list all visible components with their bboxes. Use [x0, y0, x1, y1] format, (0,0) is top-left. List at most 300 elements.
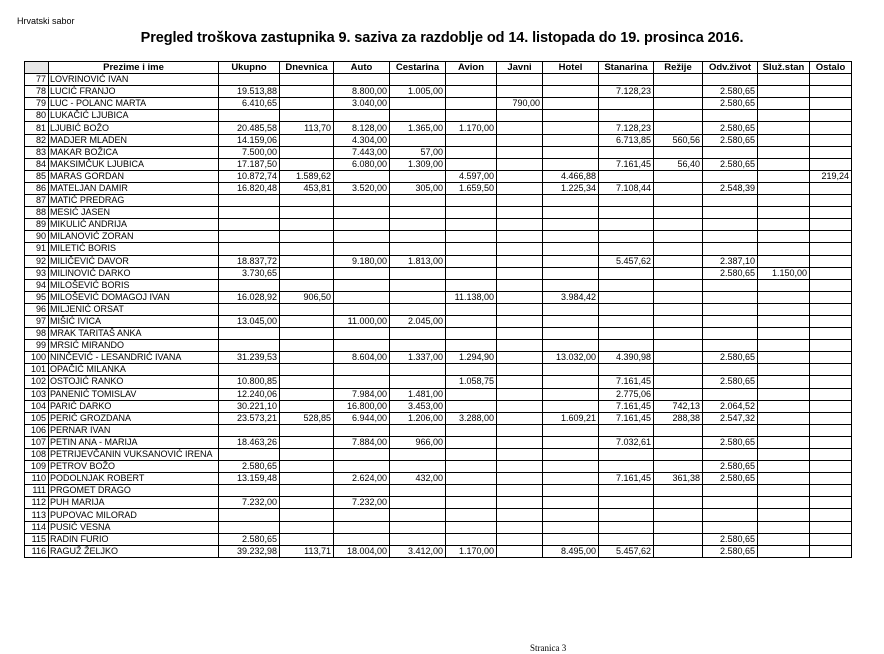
- cell-hotel: [543, 207, 599, 219]
- cell-name: PRGOMET DRAGO: [49, 485, 219, 497]
- cell-name: MARAS GORDAN: [49, 170, 219, 182]
- cell-row-number: 84: [25, 158, 49, 170]
- cell-other: [810, 255, 852, 267]
- cell-toll: [390, 303, 446, 315]
- cell-rent: 7.128,23: [599, 122, 654, 134]
- cell-hotel: 8.495,00: [543, 545, 599, 557]
- cell-total: 13.045,00: [219, 315, 280, 327]
- cell-official-apartment: [758, 86, 810, 98]
- table-header-row: [25, 62, 852, 74]
- cell-hotel: [543, 485, 599, 497]
- cell-rent: [599, 170, 654, 182]
- cell-row-number: 101: [25, 364, 49, 376]
- cell-separate-living: 2.580,65: [703, 352, 758, 364]
- cell-utilities: [654, 303, 703, 315]
- cell-rent: [599, 231, 654, 243]
- cell-other: [810, 98, 852, 110]
- cell-plane: [446, 449, 497, 461]
- cell-rent: [599, 146, 654, 158]
- cell-total: [219, 521, 280, 533]
- cell-row-number: 108: [25, 449, 49, 461]
- cell-separate-living: [703, 219, 758, 231]
- cell-plane: [446, 436, 497, 448]
- cell-hotel: [543, 219, 599, 231]
- cell-other: [810, 267, 852, 279]
- cell-hotel: [543, 364, 599, 376]
- cell-plane: 3.288,00: [446, 412, 497, 424]
- cell-utilities: [654, 436, 703, 448]
- table-row: [25, 267, 852, 279]
- cell-toll: [390, 170, 446, 182]
- cell-name: MILJENIĆ ORSAT: [49, 303, 219, 315]
- column-header-toll: Cestarina: [390, 62, 446, 74]
- cell-other: [810, 461, 852, 473]
- cell-plane: [446, 134, 497, 146]
- cell-daily-allowance: [280, 207, 334, 219]
- cell-other: [810, 412, 852, 424]
- cell-total: 39.232,98: [219, 545, 280, 557]
- cell-total: [219, 279, 280, 291]
- cell-hotel: [543, 497, 599, 509]
- cell-separate-living: [703, 328, 758, 340]
- cell-car: [334, 170, 390, 182]
- cell-total: 6.410,65: [219, 98, 280, 110]
- cell-official-apartment: [758, 376, 810, 388]
- cell-plane: [446, 461, 497, 473]
- cell-utilities: [654, 521, 703, 533]
- cell-official-apartment: [758, 231, 810, 243]
- cell-name: MATELJAN DAMIR: [49, 182, 219, 194]
- cell-daily-allowance: [280, 497, 334, 509]
- cell-public-transport: [497, 328, 543, 340]
- cell-daily-allowance: [280, 74, 334, 86]
- cell-daily-allowance: [280, 267, 334, 279]
- cell-name: MIKULIĆ ANDRIJA: [49, 219, 219, 231]
- cell-plane: [446, 303, 497, 315]
- cell-daily-allowance: [280, 303, 334, 315]
- table-row: [25, 207, 852, 219]
- cell-public-transport: [497, 412, 543, 424]
- cell-daily-allowance: [280, 424, 334, 436]
- cell-plane: [446, 146, 497, 158]
- cell-toll: 3.412,00: [390, 545, 446, 557]
- cell-car: [334, 328, 390, 340]
- cell-row-number: 105: [25, 412, 49, 424]
- cell-toll: [390, 340, 446, 352]
- cell-hotel: [543, 303, 599, 315]
- table-row: [25, 195, 852, 207]
- cell-total: 10.800,85: [219, 376, 280, 388]
- cell-toll: [390, 267, 446, 279]
- cell-rent: [599, 110, 654, 122]
- cell-rent: [599, 509, 654, 521]
- cell-hotel: [543, 134, 599, 146]
- cell-car: [334, 279, 390, 291]
- cell-name: OPAČIĆ MILANKA: [49, 364, 219, 376]
- page-number: Stranica 3: [530, 643, 567, 653]
- cell-toll: [390, 231, 446, 243]
- cell-name: PERIĆ GROZDANA: [49, 412, 219, 424]
- cell-utilities: [654, 509, 703, 521]
- cell-utilities: [654, 122, 703, 134]
- cell-plane: 1.170,00: [446, 122, 497, 134]
- cell-name: MAKSIMČUK LJUBICA: [49, 158, 219, 170]
- cell-rent: [599, 485, 654, 497]
- cell-name: MILIČEVIĆ DAVOR: [49, 255, 219, 267]
- cell-daily-allowance: [280, 279, 334, 291]
- cell-public-transport: [497, 207, 543, 219]
- cell-toll: [390, 195, 446, 207]
- cell-rent: [599, 267, 654, 279]
- cell-car: 3.040,00: [334, 98, 390, 110]
- cell-toll: 57,00: [390, 146, 446, 158]
- table-row: [25, 388, 852, 400]
- cell-name: PARIĆ DARKO: [49, 400, 219, 412]
- cell-separate-living: [703, 315, 758, 327]
- cell-total: [219, 74, 280, 86]
- cell-public-transport: [497, 545, 543, 557]
- table-row: [25, 436, 852, 448]
- cell-utilities: [654, 255, 703, 267]
- cell-plane: [446, 315, 497, 327]
- cell-plane: 1.058,75: [446, 376, 497, 388]
- cell-official-apartment: [758, 485, 810, 497]
- cell-public-transport: [497, 255, 543, 267]
- cell-official-apartment: [758, 533, 810, 545]
- cell-name: MIŠIĆ IVICA: [49, 315, 219, 327]
- cell-name: LUCIĆ FRANJO: [49, 86, 219, 98]
- cell-toll: [390, 328, 446, 340]
- cell-car: [334, 461, 390, 473]
- cell-toll: [390, 98, 446, 110]
- cell-public-transport: [497, 521, 543, 533]
- cell-total: 2.580,65: [219, 461, 280, 473]
- cell-utilities: [654, 315, 703, 327]
- cell-row-number: 92: [25, 255, 49, 267]
- cell-public-transport: [497, 315, 543, 327]
- cell-other: [810, 146, 852, 158]
- cell-toll: [390, 74, 446, 86]
- cell-total: 19.513,88: [219, 86, 280, 98]
- cell-daily-allowance: [280, 255, 334, 267]
- cell-total: 7.232,00: [219, 497, 280, 509]
- table-row: [25, 315, 852, 327]
- cell-plane: [446, 388, 497, 400]
- cell-row-number: 111: [25, 485, 49, 497]
- cell-name: PUPOVAC MILORAD: [49, 509, 219, 521]
- cell-car: [334, 303, 390, 315]
- cell-official-apartment: [758, 449, 810, 461]
- cell-other: [810, 521, 852, 533]
- cell-public-transport: [497, 473, 543, 485]
- cell-hotel: 4.466,88: [543, 170, 599, 182]
- table-row: [25, 219, 852, 231]
- cell-public-transport: [497, 400, 543, 412]
- cell-rent: [599, 195, 654, 207]
- column-header-hotel: Hotel: [543, 62, 599, 74]
- cell-public-transport: [497, 182, 543, 194]
- cell-separate-living: 2.580,65: [703, 473, 758, 485]
- cell-public-transport: [497, 424, 543, 436]
- cell-public-transport: [497, 86, 543, 98]
- cell-hotel: [543, 315, 599, 327]
- table-row: [25, 485, 852, 497]
- cell-total: 17.187,50: [219, 158, 280, 170]
- cell-row-number: 110: [25, 473, 49, 485]
- cell-separate-living: [703, 424, 758, 436]
- cell-public-transport: [497, 243, 543, 255]
- cell-other: [810, 497, 852, 509]
- cell-plane: [446, 243, 497, 255]
- cell-official-apartment: [758, 243, 810, 255]
- cell-utilities: 288,38: [654, 412, 703, 424]
- cell-official-apartment: [758, 328, 810, 340]
- cell-total: [219, 424, 280, 436]
- cell-public-transport: [497, 158, 543, 170]
- cell-name: MAKAR BOŽICA: [49, 146, 219, 158]
- cell-daily-allowance: [280, 388, 334, 400]
- cell-utilities: [654, 291, 703, 303]
- cell-row-number: 93: [25, 267, 49, 279]
- cell-public-transport: [497, 388, 543, 400]
- cell-total: 12.240,06: [219, 388, 280, 400]
- cell-utilities: [654, 340, 703, 352]
- cell-toll: [390, 376, 446, 388]
- cell-total: 14.159,06: [219, 134, 280, 146]
- cell-hotel: [543, 376, 599, 388]
- cell-toll: 305,00: [390, 182, 446, 194]
- cell-separate-living: [703, 110, 758, 122]
- cell-other: [810, 219, 852, 231]
- cell-row-number: 99: [25, 340, 49, 352]
- cell-daily-allowance: 1.589,62: [280, 170, 334, 182]
- cell-public-transport: [497, 364, 543, 376]
- cell-utilities: 742,13: [654, 400, 703, 412]
- column-header-car: Auto: [334, 62, 390, 74]
- cell-plane: [446, 473, 497, 485]
- cell-car: 9.180,00: [334, 255, 390, 267]
- cell-utilities: [654, 267, 703, 279]
- table-row: [25, 533, 852, 545]
- cell-daily-allowance: [280, 376, 334, 388]
- cell-plane: 4.597,00: [446, 170, 497, 182]
- cell-total: 16.820,48: [219, 182, 280, 194]
- cell-rent: 7.108,44: [599, 182, 654, 194]
- cell-plane: [446, 533, 497, 545]
- cell-toll: [390, 110, 446, 122]
- cell-row-number: 104: [25, 400, 49, 412]
- cell-toll: [390, 497, 446, 509]
- cell-car: [334, 243, 390, 255]
- cell-official-apartment: [758, 98, 810, 110]
- cell-separate-living: [703, 521, 758, 533]
- cell-utilities: [654, 449, 703, 461]
- table-row: [25, 497, 852, 509]
- table-body: [25, 74, 852, 558]
- cell-daily-allowance: [280, 461, 334, 473]
- cell-row-number: 94: [25, 279, 49, 291]
- table-row: [25, 449, 852, 461]
- table-row: [25, 328, 852, 340]
- cell-utilities: [654, 170, 703, 182]
- cell-toll: [390, 219, 446, 231]
- cell-row-number: 83: [25, 146, 49, 158]
- cell-utilities: [654, 376, 703, 388]
- cell-total: [219, 328, 280, 340]
- table-row: [25, 340, 852, 352]
- cell-official-apartment: [758, 219, 810, 231]
- cell-rent: 6.713,85: [599, 134, 654, 146]
- cell-name: MILANOVIĆ ZORAN: [49, 231, 219, 243]
- table-row: [25, 424, 852, 436]
- cell-rent: [599, 74, 654, 86]
- cell-utilities: [654, 74, 703, 86]
- cell-row-number: 78: [25, 86, 49, 98]
- cell-separate-living: [703, 497, 758, 509]
- cell-total: 16.028,92: [219, 291, 280, 303]
- cell-utilities: [654, 98, 703, 110]
- cell-rent: 4.390,98: [599, 352, 654, 364]
- cell-rent: [599, 364, 654, 376]
- cell-car: 7.443,00: [334, 146, 390, 158]
- cell-car: [334, 424, 390, 436]
- cell-official-apartment: [758, 146, 810, 158]
- cell-hotel: [543, 473, 599, 485]
- table-row: [25, 400, 852, 412]
- cell-public-transport: [497, 219, 543, 231]
- column-header-row-number: [25, 62, 49, 74]
- cell-public-transport: 790,00: [497, 98, 543, 110]
- cell-plane: [446, 195, 497, 207]
- cell-public-transport: [497, 461, 543, 473]
- cell-separate-living: 2.547,32: [703, 412, 758, 424]
- cell-plane: [446, 340, 497, 352]
- cell-other: [810, 315, 852, 327]
- cell-total: 30.221,10: [219, 400, 280, 412]
- cell-utilities: [654, 352, 703, 364]
- cell-row-number: 102: [25, 376, 49, 388]
- cell-other: [810, 74, 852, 86]
- cell-utilities: [654, 461, 703, 473]
- cell-rent: [599, 98, 654, 110]
- cell-row-number: 114: [25, 521, 49, 533]
- cell-plane: 1.659,50: [446, 182, 497, 194]
- cell-name: MILETIĆ BORIS: [49, 243, 219, 255]
- cell-official-apartment: 1.150,00: [758, 267, 810, 279]
- cell-official-apartment: [758, 291, 810, 303]
- table-row: [25, 352, 852, 364]
- cell-name: MESIĆ JASEN: [49, 207, 219, 219]
- cell-utilities: [654, 110, 703, 122]
- cell-separate-living: [703, 243, 758, 255]
- cell-rent: 7.161,45: [599, 158, 654, 170]
- cell-other: [810, 86, 852, 98]
- cell-rent: [599, 219, 654, 231]
- column-header-total: Ukupno: [219, 62, 280, 74]
- cell-plane: 1.294,90: [446, 352, 497, 364]
- cell-utilities: [654, 388, 703, 400]
- cell-car: [334, 74, 390, 86]
- cell-official-apartment: [758, 122, 810, 134]
- cell-official-apartment: [758, 303, 810, 315]
- cell-name: MADJER MLADEN: [49, 134, 219, 146]
- cell-public-transport: [497, 267, 543, 279]
- cell-official-apartment: [758, 388, 810, 400]
- cell-official-apartment: [758, 279, 810, 291]
- cell-total: [219, 364, 280, 376]
- cell-hotel: [543, 86, 599, 98]
- cell-hotel: [543, 388, 599, 400]
- cell-toll: 2.045,00: [390, 315, 446, 327]
- cell-official-apartment: [758, 497, 810, 509]
- cell-plane: 11.138,00: [446, 291, 497, 303]
- cell-total: [219, 219, 280, 231]
- cell-total: [219, 509, 280, 521]
- cell-total: [219, 195, 280, 207]
- cell-other: [810, 388, 852, 400]
- cell-name: LJUBIĆ BOŽO: [49, 122, 219, 134]
- cell-utilities: [654, 86, 703, 98]
- cell-row-number: 98: [25, 328, 49, 340]
- cell-daily-allowance: [280, 340, 334, 352]
- cell-other: [810, 279, 852, 291]
- column-header-rent: Stanarina: [599, 62, 654, 74]
- cell-separate-living: 2.064,52: [703, 400, 758, 412]
- table-row: [25, 545, 852, 557]
- cell-official-apartment: [758, 364, 810, 376]
- cell-rent: [599, 521, 654, 533]
- cell-name: NINČEVIĆ - LESANDRIĆ IVANA: [49, 352, 219, 364]
- cell-separate-living: [703, 449, 758, 461]
- cell-row-number: 95: [25, 291, 49, 303]
- cell-separate-living: 2.387,10: [703, 255, 758, 267]
- cell-hotel: [543, 509, 599, 521]
- cell-official-apartment: [758, 170, 810, 182]
- cell-car: 7.884,00: [334, 436, 390, 448]
- cell-total: 2.580,65: [219, 533, 280, 545]
- cell-hotel: [543, 98, 599, 110]
- cell-separate-living: 2.580,65: [703, 461, 758, 473]
- cell-daily-allowance: [280, 158, 334, 170]
- cell-rent: [599, 461, 654, 473]
- cell-public-transport: [497, 122, 543, 134]
- cell-row-number: 116: [25, 545, 49, 557]
- cell-other: [810, 400, 852, 412]
- table-row: [25, 134, 852, 146]
- cell-rent: 7.161,45: [599, 412, 654, 424]
- cell-official-apartment: [758, 315, 810, 327]
- column-header-plane: Avion: [446, 62, 497, 74]
- cell-car: [334, 364, 390, 376]
- cell-other: [810, 509, 852, 521]
- cell-official-apartment: [758, 182, 810, 194]
- table-row: [25, 158, 852, 170]
- cell-utilities: [654, 182, 703, 194]
- cell-car: 3.520,00: [334, 182, 390, 194]
- cell-public-transport: [497, 170, 543, 182]
- cell-car: 6.080,00: [334, 158, 390, 170]
- cell-official-apartment: [758, 158, 810, 170]
- cell-separate-living: 2.580,65: [703, 86, 758, 98]
- cell-other: [810, 182, 852, 194]
- cell-car: 6.944,00: [334, 412, 390, 424]
- cell-car: 18.004,00: [334, 545, 390, 557]
- cell-other: [810, 195, 852, 207]
- cell-toll: 432,00: [390, 473, 446, 485]
- cell-separate-living: [703, 340, 758, 352]
- page-title: Pregled troškova zastupnika 9. saziva za razdoblje od 14. listopada do 19. prosinca 2016.: [140, 30, 744, 46]
- cell-toll: [390, 243, 446, 255]
